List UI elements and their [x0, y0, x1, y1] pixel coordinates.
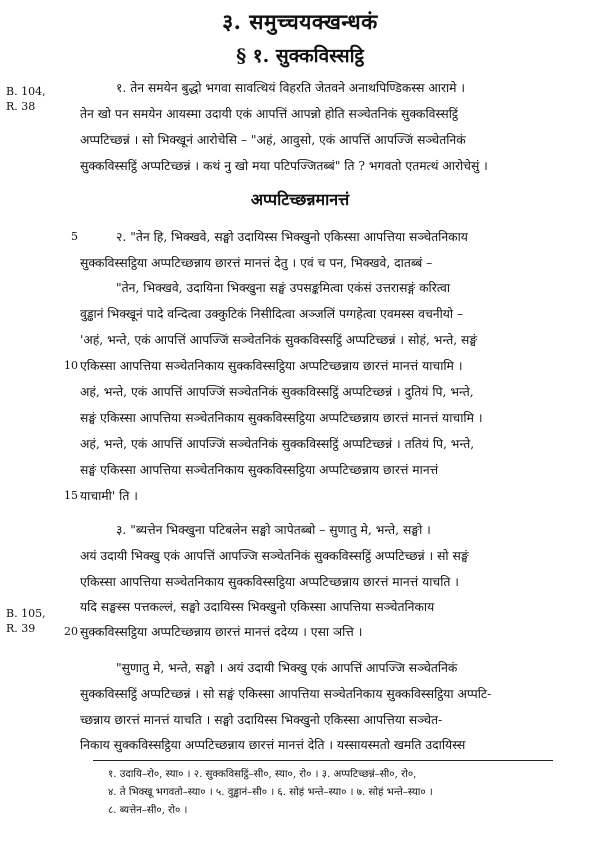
text-line: एकिस्सा आपत्तिया सञ्चेतनिकाय सुक्कविस्सट्ठिया अप्पटिच्छन्नाय छारत्तं मानत्तं याचति ।	[80, 575, 459, 589]
subsection-title: अप्पटिच्छन्नमानत्तं	[250, 190, 350, 209]
text-line: सुक्कविस्सट्ठिं अप्पटिच्छन्नं । सो सङ्घं एकिस्सा आपत्तिया सञ्चेतनिकाय सुक्कविस्सट्ठिया अप्पटि-	[80, 687, 492, 701]
text-line: याचामी' ति ।	[80, 489, 138, 503]
footnote-line: ८. ब्यत्तेन–सी०, रो० ।	[108, 805, 188, 816]
chapter-title: ३. समुच्चयक्खन्धकं	[222, 9, 378, 34]
text-line: अप्पटिच्छन्नं । सो भिक्खूनं आरोचेसि – "अहं, आवुसो, एकं आपत्तिं आपज्जिं सञ्चेतनिकं	[80, 133, 466, 147]
text-line: सुक्कविस्सट्ठिया अप्पटिच्छन्नाय छारत्तं मानत्तं ददेय्य । एसा ञत्ति ।	[80, 625, 363, 639]
text-line: १. तेन समयेन बुद्धो भगवा सावत्थियं विहरति जेतवने अनाथपिण्डिकस्स आरामे ।	[116, 81, 466, 95]
section-title: § १. सुक्कविस्सट्ठि	[236, 45, 364, 67]
footnote-divider	[93, 760, 553, 761]
line-number: 20	[64, 625, 78, 638]
line-number: 10	[64, 359, 78, 372]
text-line: अयं उदायी भिक्खु एकं आपत्तिं आपज्जि सञ्चेतनिकं सुक्कविस्सट्ठिं अप्पटिच्छन्नं । सो सङ्घं	[80, 549, 469, 563]
text-line: "तेन, भिक्खवे, उदायिना भिक्खुना सङ्घं उपसङ्कमित्वा एकंसं उत्तरासङ्गं करित्वा	[116, 281, 451, 295]
footnote-line: १. उदायि–रो०, स्या० । २. सुक्कविसट्ठिं–सी०, स्या०, रो० । ३. अप्पटिच्छन्नं–सी०, रो०,	[108, 769, 417, 780]
margin-reference: B. 105, R. 39	[6, 607, 46, 635]
text-line: एकिस्सा आपत्तिया सञ्चेतनिकाय सुक्कविस्सट्ठिया अप्पटिच्छन्नाय छारत्तं मानत्तं याचामि ।	[80, 359, 463, 373]
line-number: 15	[64, 489, 78, 502]
text-line: सङ्घं एकिस्सा आपत्तिया सञ्चेतनिकाय सुक्कविस्सट्ठिया अप्पटिच्छन्नाय छारत्तं मानत्तं	[80, 463, 439, 477]
text-line: अहं, भन्ते, एकं आपत्तिं आपज्जिं सञ्चेतनिकं सुक्कविस्सट्ठिं अप्पटिच्छन्नं । दुतियं पि, भन्ते,	[80, 385, 474, 399]
text-line: २. "तेन हि, भिक्खवे, सङ्घो उदायिस्स भिक्खुनो एकिस्सा आपत्तिया सञ्चेतनिकाय	[116, 230, 468, 244]
text-line: सुक्कविस्सट्ठिं अप्पटिच्छन्नं । कथं नु खो मया पटिपज्जितब्बं" ति ? भगवतो एतमत्थं आरोचेसुं ।	[80, 159, 488, 173]
text-line: "सुणातु मे, भन्ते, सङ्घो । अयं उदायी भिक्खु एकं आपत्तिं आपज्जि सञ्चेतनिकं	[116, 661, 458, 675]
text-line: ३. "ब्यत्तेन भिक्खुना पटिबलेन सङ्घो ञापेतब्बो – सुणातु मे, भन्ते, सङ्घो ।	[116, 523, 431, 537]
text-line: निकाय सुक्कविस्सट्ठिया अप्पटिच्छन्नाय छारत्तं मानत्तं देति । यस्सायस्मतो खमति उदायिस्स	[80, 738, 466, 752]
margin-reference: B. 104, R. 38	[6, 85, 46, 113]
text-line: सुक्कविस्सट्ठिया अप्पटिच्छन्नाय छारत्तं मानत्तं देतु । एवं च पन, भिक्खवे, दातब्बं –	[80, 256, 433, 270]
text-line: वुड्ढानं भिक्खूनं पादे वन्दित्वा उक्कुटिकं निसीदित्वा अञ्जलिं पग्गहेत्वा एवमस्स वचनीयो –	[80, 307, 464, 321]
line-number: 5	[71, 230, 78, 243]
text-line: च्छन्नाय छारत्तं मानत्तं याचति । सङ्घो उदायिस्स भिक्खुनो एकिस्सा आपत्तिया सञ्चेत-	[80, 713, 443, 727]
text-line: सङ्घं एकिस्सा आपत्तिया सञ्चेतनिकाय सुक्कविस्सट्ठिया अप्पटिच्छन्नाय छारत्तं मानत्तं याचामि ।	[80, 411, 483, 425]
text-line: 'अहं, भन्ते, एकं आपत्तिं आपज्जिं सञ्चेतनिकं सुक्कविस्सट्ठिं अप्पटिच्छन्नं । सोहं, भन्ते, सङ्घं	[80, 333, 478, 347]
text-line: यदि सङ्घस्स पत्तकल्लं, सङ्घो उदायिस्स भिक्खुनो एकिस्सा आपत्तिया सञ्चेतनिकाय	[80, 600, 435, 614]
footnote-line: ४. ते भिक्खू भगवतो–स्या० । ५. वुड्ढानं–सी० । ६. सोहं भन्ते–स्या० । ७. सोहं भन्ते–स्या० ।	[108, 787, 433, 798]
text-line: अहं, भन्ते, एकं आपत्तिं आपज्जिं सञ्चेतनिकं सुक्कविस्सट्ठिं अप्पटिच्छन्नं । ततियं पि, भन्ते,	[80, 437, 475, 451]
text-line: तेन खो पन समयेन आयस्मा उदायी एकं आपत्तिं आपन्नो होति सञ्चेतनिकं सुक्कविस्सट्ठिं	[80, 107, 458, 121]
